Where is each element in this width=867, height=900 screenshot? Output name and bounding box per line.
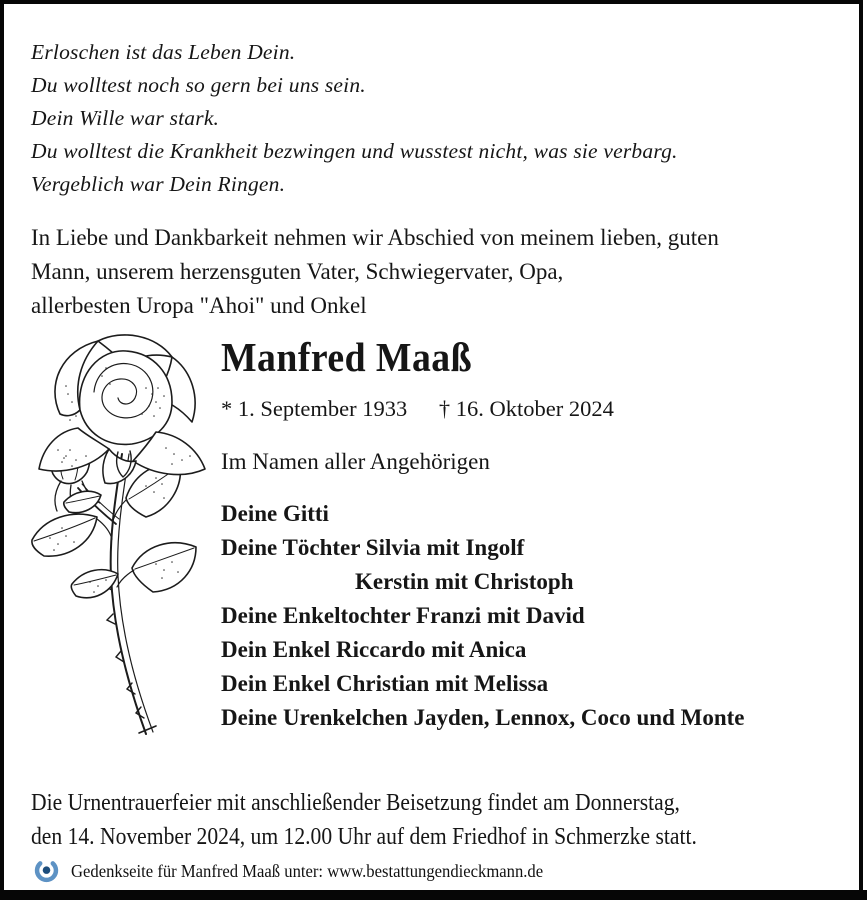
verse-line: Du wolltest noch so gern bei uns sein. xyxy=(31,73,366,97)
funeral-information xyxy=(31,786,697,854)
bottom-border-bar xyxy=(0,890,867,900)
funeral-line: Die Urnentrauerfeier mit anschließender Beisetzung findet am Donnerstag, xyxy=(31,790,680,816)
deceased-name: Manfred Maaß xyxy=(221,334,473,380)
verse-line: Dein Wille war stark. xyxy=(31,106,220,130)
farewell-paragraph xyxy=(31,221,719,323)
death-date: † 16. Oktober 2024 xyxy=(438,396,614,421)
rose-illustration xyxy=(6,328,218,748)
mourner-line: Deine Gitti xyxy=(221,501,329,526)
farewell-line: Mann, unserem herzensguten Vater, Schwiegervater, Opa, xyxy=(31,259,564,284)
verse-line: Vergeblich war Dein Ringen. xyxy=(31,172,286,196)
farewell-line: In Liebe und Dankbarkeit nehmen wir Abschied von meinem lieben, guten xyxy=(31,225,719,250)
verse-line: Du wolltest die Krankheit bezwingen und wusstest nicht, was sie verbarg. xyxy=(31,139,678,163)
funeral-line: den 14. November 2024, um 12.00 Uhr auf dem Friedhof in Schmerzke statt. xyxy=(31,824,697,850)
memorial-site-logo-icon xyxy=(33,858,60,885)
memorial-verse xyxy=(31,36,678,201)
on-behalf-text: Im Namen aller Angehörigen xyxy=(221,449,490,474)
footer xyxy=(33,856,568,886)
mourner-line: Deine Töchter Silvia mit Ingolf xyxy=(221,535,525,560)
mourner-line: Dein Enkel Christian mit Melissa xyxy=(221,671,549,696)
mourners-list xyxy=(221,497,745,735)
life-dates xyxy=(221,396,614,422)
farewell-line: allerbesten Uropa "Ahoi" und Onkel xyxy=(31,293,367,318)
mourner-line: Deine Enkeltochter Franzi mit David xyxy=(221,603,585,628)
mourner-line: Dein Enkel Riccardo mit Anica xyxy=(221,637,527,662)
verse-line: Erloschen ist das Leben Dein. xyxy=(31,40,296,64)
mourner-line: Kerstin mit Christoph xyxy=(355,569,574,594)
mourner-line: Deine Urenkelchen Jayden, Lennox, Coco und Monte xyxy=(221,705,745,730)
birth-date: * 1. September 1933 xyxy=(221,396,408,421)
memorial-site-text: Gedenkseite für Manfred Maaß unter: www.bestattungendieckmann.de xyxy=(71,860,544,881)
